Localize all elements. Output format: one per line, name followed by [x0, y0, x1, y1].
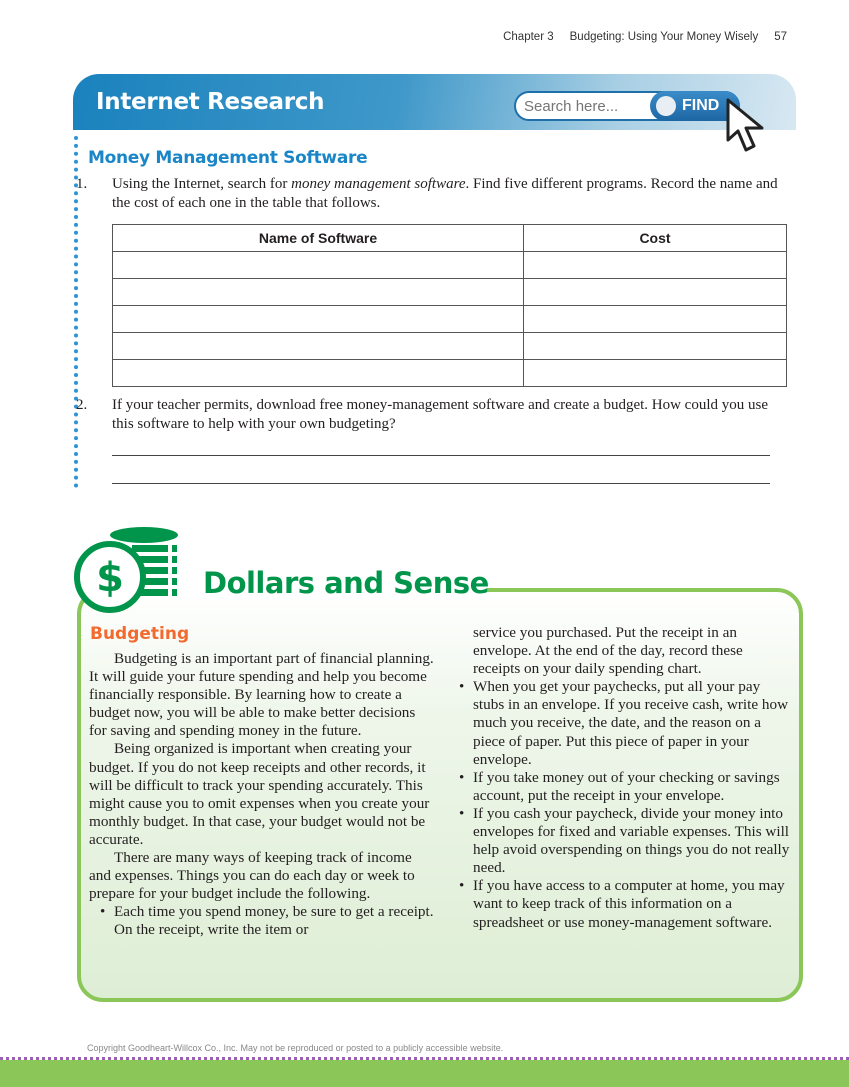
answer-line[interactable]: [112, 442, 770, 456]
dollar-coins-icon: [72, 525, 184, 617]
bullet-item: • When you get your paychecks, put all your pay stubs in an envelope. If you receive cash, write how much you receive, the date, and the reason on a piece of paper. Put this piece of paper in your envelope.: [457, 678, 792, 768]
cost-cell[interactable]: [524, 360, 787, 387]
answer-line[interactable]: [112, 470, 770, 484]
question-1: [76, 175, 784, 212]
q1-emphasis: money management software: [291, 176, 466, 192]
running-header: [503, 31, 787, 43]
table-row: [113, 279, 787, 306]
software-table: [112, 224, 787, 387]
banner-title: Internet Research: [96, 89, 325, 115]
section-title: Money Management Software: [88, 148, 368, 168]
cost-cell[interactable]: [524, 333, 787, 360]
paragraph: Being organized is important when creating your budget. If you do not keep receipts and other records, it will be difficult to track your spending accurately. This might cause you to omit expenses when you create your monthly budget. In that case, your budget would not be accurate.: [89, 740, 430, 848]
col-header-cost: Cost: [524, 225, 787, 252]
chapter-title: Budgeting: Using Your Money Wisely: [569, 31, 759, 43]
paragraph: There are many ways of keeping track of income and expenses. Things you can do each day or week to prepare for your budget include the following.: [89, 849, 415, 903]
name-cell[interactable]: [113, 360, 524, 387]
search-box-graphic: [514, 91, 740, 121]
col-header-name: Name of Software: [113, 225, 524, 252]
q2-number: 2.: [76, 397, 88, 413]
paragraph: Budgeting is an important part of financial planning. It will guide your future spending and help you become financially responsible. By learning how to create a budget now, you will be able to make better decisions for saving and spending money in the future.: [89, 650, 434, 740]
copyright-notice: Copyright Goodheart-Willcox Co., Inc. May not be reproduced or posted to a publicly accessible website.: [87, 1043, 504, 1053]
cost-cell[interactable]: [524, 279, 787, 306]
q2-text: If your teacher permits, download free money-management software and create a budget. How could you use this software to help with your own budgeting?: [112, 397, 769, 432]
name-cell[interactable]: [113, 279, 524, 306]
name-cell[interactable]: [113, 333, 524, 360]
magnifier-icon: [656, 96, 676, 116]
svg-text:$: $: [96, 555, 124, 601]
right-column: [457, 624, 792, 932]
cursor-arrow-icon: [722, 96, 774, 154]
chapter-number: Chapter 3: [503, 31, 554, 43]
table-row: [113, 333, 787, 360]
search-input: [524, 98, 629, 115]
question-2: [76, 396, 784, 433]
q1-text-end: . Find five different programs. Record the name and the cost of each one in the table that follows.: [112, 176, 778, 211]
bullet-item: • If you take money out of your checking or savings account, put the receipt in your envelope.: [457, 769, 792, 805]
dollars-and-sense-title: Dollars and Sense: [203, 566, 489, 600]
q1-number: 1.: [76, 176, 88, 192]
budgeting-heading: Budgeting: [90, 624, 190, 644]
name-cell[interactable]: [113, 252, 524, 279]
table-row: [113, 360, 787, 387]
find-label: FIND: [682, 97, 720, 114]
cost-cell[interactable]: [524, 252, 787, 279]
table-row: [113, 252, 787, 279]
bullet-item: • If you cash your paycheck, divide your money into envelopes for fixed and variable expenses. This will help avoid overspending on things you do not really need.: [457, 805, 792, 877]
table-row: [113, 306, 787, 333]
footer-band: [0, 1060, 849, 1087]
bullet-item: • Each time you spend money, be sure to get a receipt. On the receipt, write the item or: [98, 903, 434, 939]
q1-text: Using the Internet, search for: [112, 176, 292, 192]
bullet-continuation: service you purchased. Put the receipt in an envelope. At the end of the day, record these receipts on your daily spending chart.: [473, 624, 743, 678]
cost-cell[interactable]: [524, 306, 787, 333]
page-number: 57: [774, 31, 787, 43]
bullet-item: • If you have access to a computer at home, you may want to keep track of this information on a spreadsheet or use money-management software.: [457, 877, 792, 931]
name-cell[interactable]: [113, 306, 524, 333]
left-column: [89, 650, 434, 940]
